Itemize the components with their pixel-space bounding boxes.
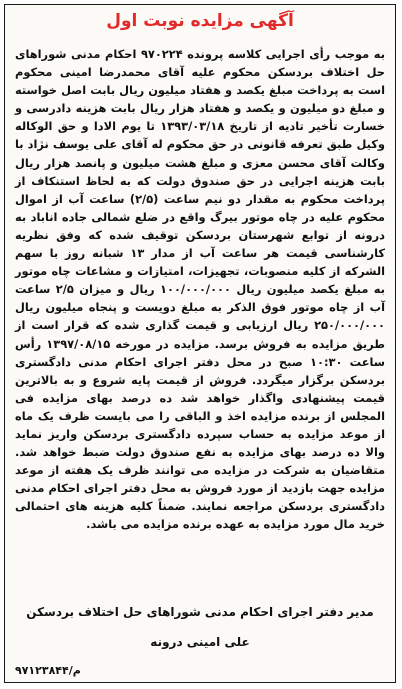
notice-frame	[4, 4, 396, 683]
reference-number: م/۹۷۱۲۳۸۴۴	[15, 664, 81, 677]
notice-body: به موجب رأی اجرایی کلاسه پرونده ۹۷۰۲۲۴ احکام مدنی شوراهای حل اختلاف بردسکن محکوم علیه آقای محمدرضا امینی محکوم است به پرداخت مبلغ یکصد و هفتاد میلیون ریال بابت اصل خواسته و مبلغ دو میلیون و یکصد و هفتاد هزار ریال بابت هزینه دادرسی و خسارت تأخیر تادیه از تاریخ ۱۳۹۳/۰۳/۱۸ تا یوم الادا و حق الوکاله وکیل طبق تعرفه قانونی در حق محکوم له آقای علی یوسف نژاد با وکالت آقای محسن معزی و مبلغ هشت میلیون و پانصد هزار ریال بابت هزینه اجرایی در حق صندوق دولت که به لحاظ استنکاف از پرداخت محکوم به مقدار دو نیم ساعت (۲/۵) ساعت آب از اموال محکوم علیه در چاه موتور بیرگ واقع در ضلع شمالی جاده اناباد به درونه از توابع شهرستان بردسکن توقیف شده که وفق نظریه کارشناسی قیمت هر ساعت آب از مدار ۱۳ شبانه روز با سهم الشرکه از کلیه منصوبات، تجهیزات، امتیازات و مشاعات چاه موتور به مبلغ یکصد میلیون ریال ۱۰۰/۰۰۰/۰۰۰ ریال و میزان ۲/۵ ساعت آب از چاه موتور فوق الذکر به مبلغ دویست و پنجاه میلیون ریال ۲۵۰/۰۰۰/۰۰۰ ریال ارزیابی و قیمت گذاری شده که قرار است از طریق مزایده به فروش برسد. مزایده در مورخه ۱۳۹۷/۰۸/۱۵ رأس ساعت ۱۰:۳۰ صبح در محل دفتر اجرای احکام مدنی دادگستری بردسکن برگزار میگردد. فروش از قیمت پایه شروع و به بالاترین قیمت پیشنهادی واگذار خواهد شد ده درصد بهای مزایده فی المجلس از برنده مزایده اخذ و الباقی را می بایست ظرف یک ماه از موعد مزایده به حساب سپرده دادگستری بردسکن واریز نماید والا ده درصد بهای مزایده به نفع صندوق دولت ضبط خواهد شد. متقاضیان به شرکت در مزایده می توانند ظرف یک هفته از موعد مزایده جهت بازدید از مورد فروش به محل دفتر اجرای احکام مدنی دادگستری بردسکن مراجعه نمایند. ضمناً کلیه هزینه های احتمالی خرید مال مورد مزایده به عهده برنده مزایده می باشد.	[15, 47, 385, 532]
signature-name: علی امینی درونه	[150, 635, 250, 649]
signature-title: مدیر دفتر اجرای احکام مدنی شوراهای حل اختلاف بردسکن	[26, 605, 374, 619]
notice-title: آگهی مزایده نوبت اول	[106, 11, 294, 31]
